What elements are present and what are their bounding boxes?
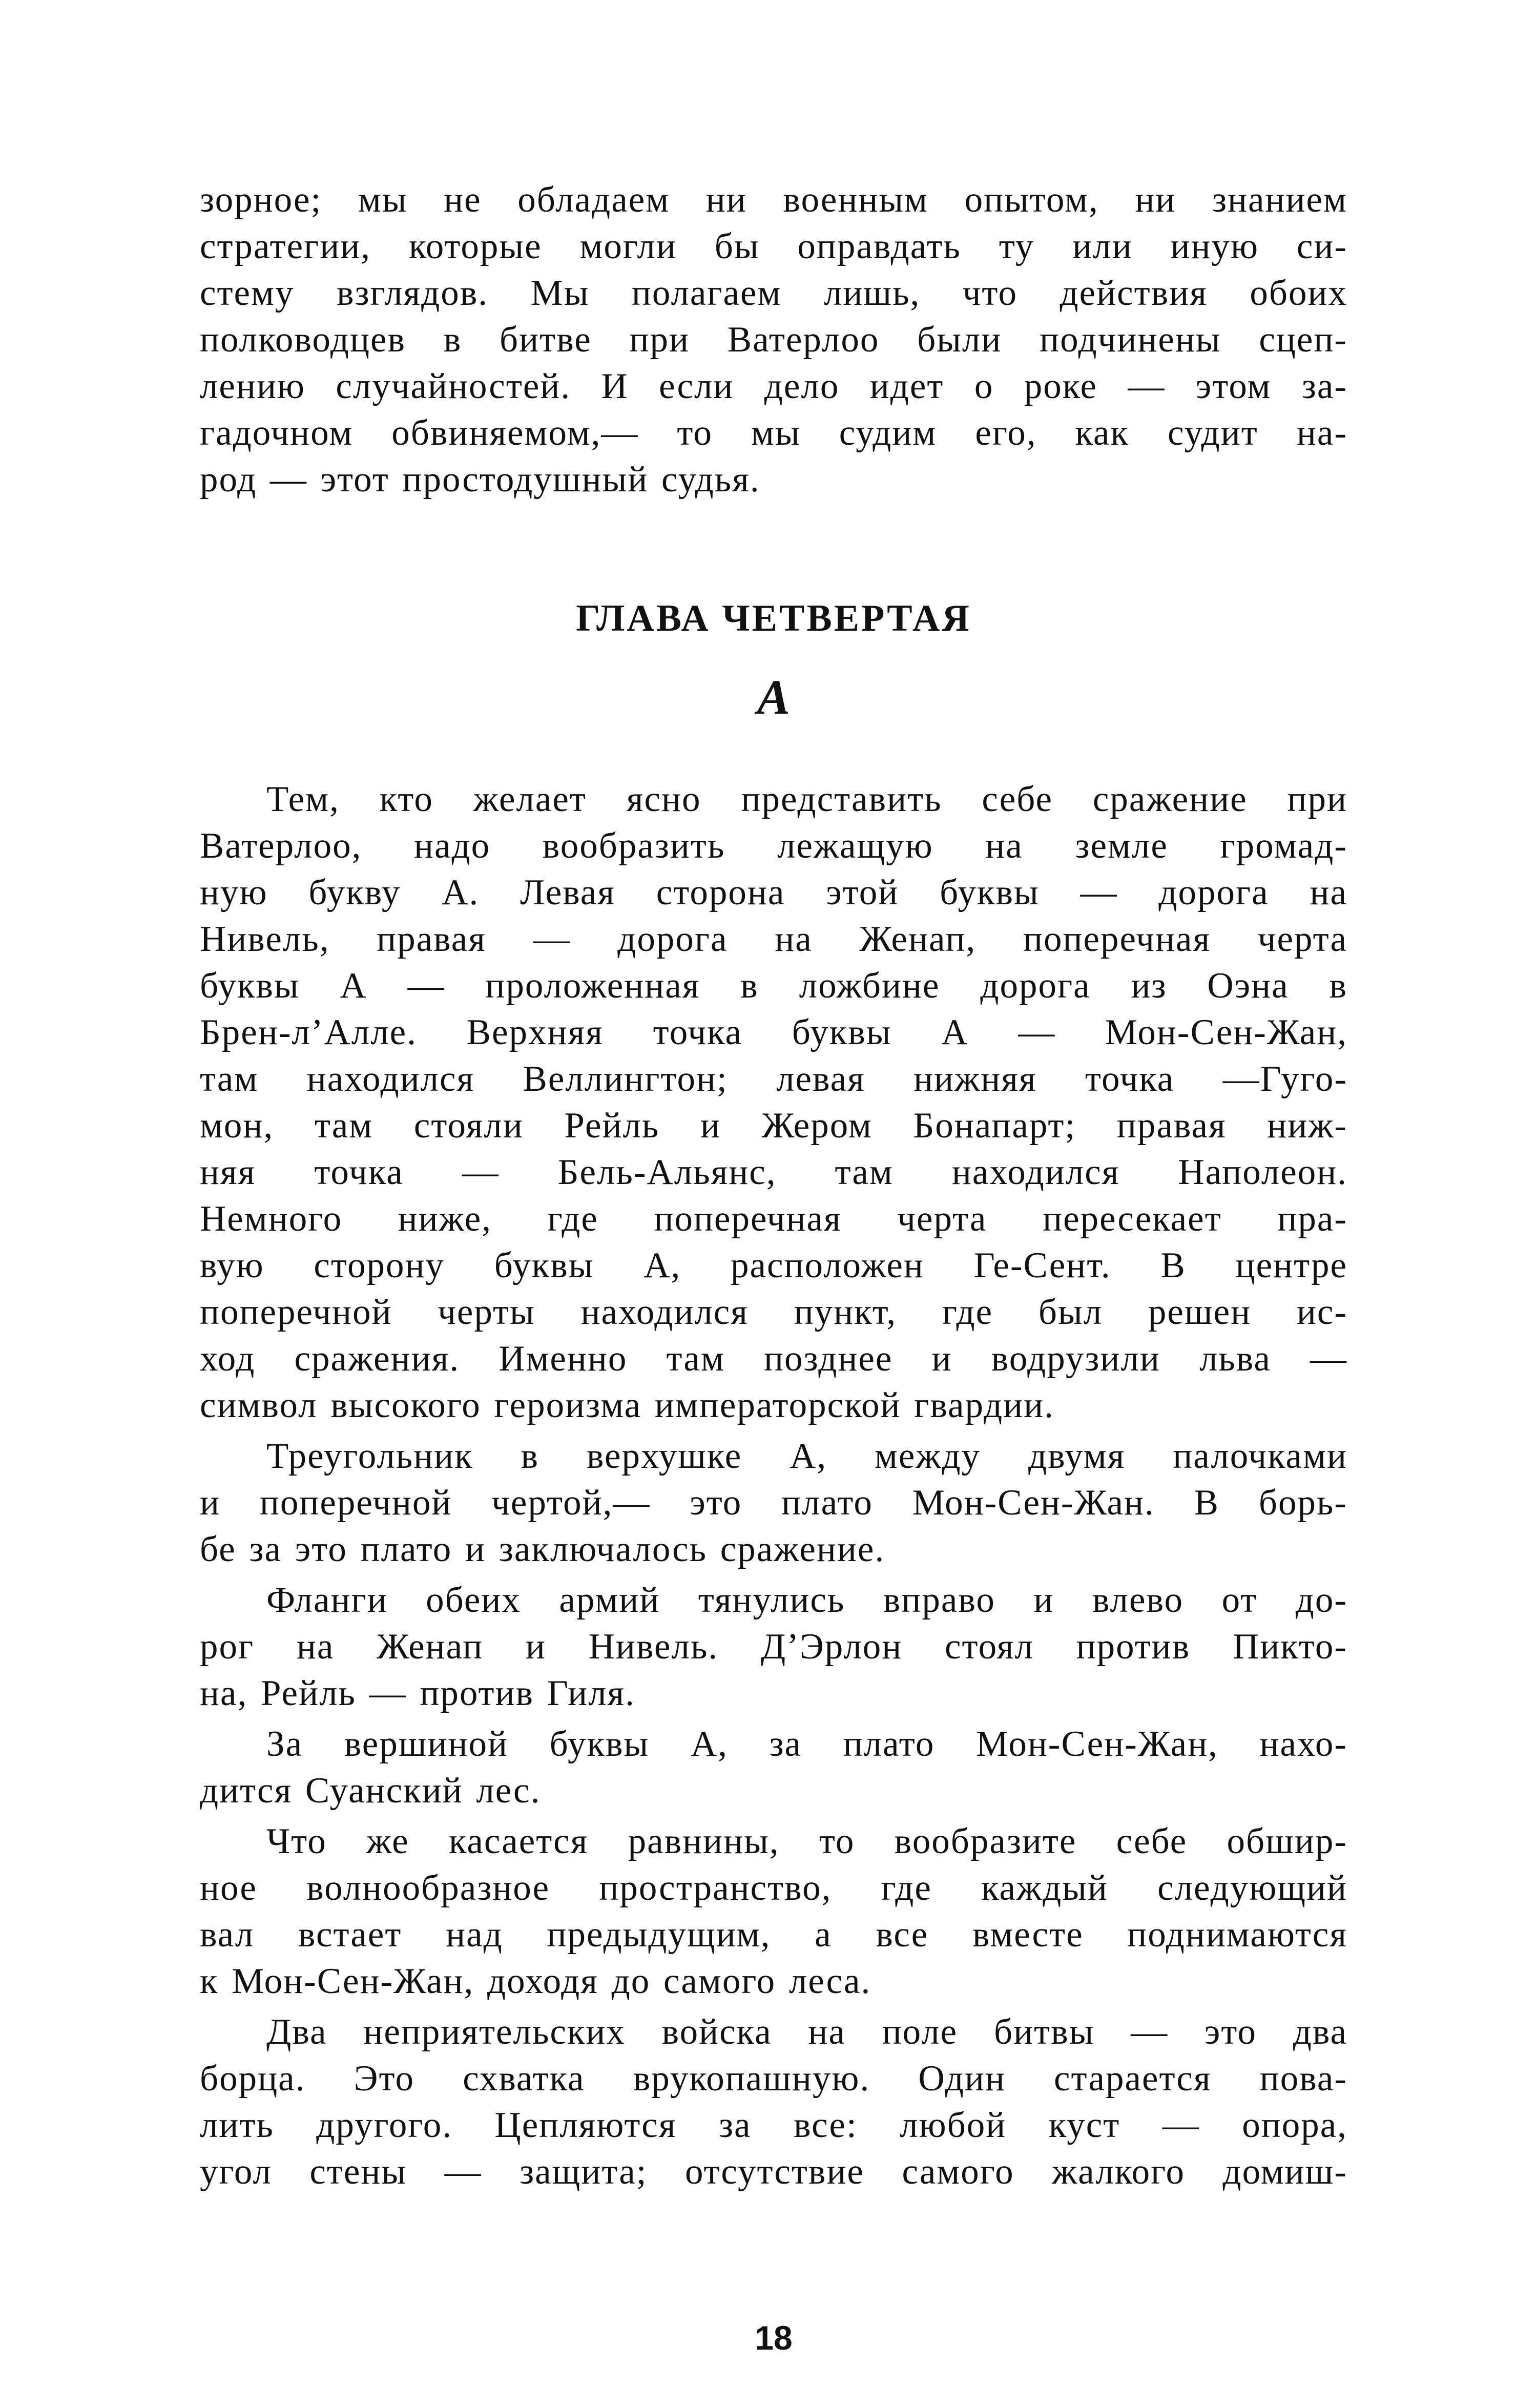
text-line: няя точка — Бель-Альянс, там находился Наполеон. <box>200 1152 1347 1192</box>
text-line: Немного ниже, где поперечная черта пересекает пра- <box>200 1199 1347 1239</box>
text-line: Нивель, правая — дорога на Женап, поперечная черта <box>200 919 1347 959</box>
text-line: к Мон-Сен-Жан, доходя до самого леса. <box>200 1961 871 2001</box>
text-line: Ватерлоо, надо вообразить лежащую на земле громад- <box>200 826 1347 866</box>
text-line: Брен-л’Алле. Верхняя точка буквы А — Мон-Сен-Жан, <box>200 1012 1347 1052</box>
text-line: Два неприятельских войска на поле битвы — это два <box>266 2012 1347 2052</box>
text-line: символ высокого героизма императорской гвардии. <box>200 1385 1054 1425</box>
text-line: ход сражения. Именно там позднее и водрузили льва — <box>200 1339 1347 1379</box>
text-line: ное волнообразное пространство, где каждый следующий <box>200 1868 1347 1908</box>
text-line: полководцев в битве при Ватерлоо были подчинены сцеп- <box>200 320 1347 360</box>
text-line: угол стены — защита; отсутствие самого жалкого домиш- <box>200 2152 1347 2192</box>
text-line: зорное; мы не обладаем ни военным опытом, ни знанием <box>200 180 1347 220</box>
paragraph-5 <box>200 1818 1347 2005</box>
chapter-subtitle: А <box>757 670 791 724</box>
text-line: лить другого. Цепляются за все: любой куст — опора, <box>200 2105 1347 2145</box>
text-line: род — этот простодушный судья. <box>200 460 760 500</box>
text-line: поперечной черты находился пункт, где был решен ис- <box>200 1292 1347 1332</box>
text-line: ную букву А. Левая сторона этой буквы — дорога на <box>200 873 1347 912</box>
text-line: буквы А — проложенная в ложбине дорога из Оэна в <box>200 966 1347 1006</box>
chapter-title: ГЛАВА ЧЕТВЕРТАЯ <box>576 597 971 639</box>
text-line: и поперечной чертой,— это плато Мон-Сен-Жан. В борь- <box>200 1483 1347 1523</box>
text-line: Что же касается равнины, то вообразите себе обшир- <box>266 1821 1347 1861</box>
text-line: стратегии, которые могли бы оправдать ту или иную си- <box>200 226 1347 266</box>
text-line: стему взглядов. Мы полагаем лишь, что действия обоих <box>200 273 1347 313</box>
paragraph-6 <box>200 2009 1347 2195</box>
text-line: борца. Это схватка врукопашную. Один старается пова- <box>200 2059 1347 2099</box>
text-line: Фланги обеих армий тянулись вправо и влево от до- <box>266 1580 1347 1620</box>
paragraph-3 <box>200 1577 1347 1717</box>
text-line: Тем, кто желает ясно представить себе сражение при <box>266 779 1347 819</box>
paragraph-continued <box>200 177 1347 503</box>
text-line: на, Рейль — против Гиля. <box>200 1673 635 1713</box>
text-line: гадочном обвиняемом,— то мы судим его, как судит на- <box>200 413 1347 453</box>
text-line: дится Суанский лес. <box>200 1771 541 1811</box>
text-line: лению случайностей. И если дело идет о роке — этом за- <box>200 366 1347 406</box>
text-line: За вершиной буквы А, за плато Мон-Сен-Жан, нахо- <box>266 1724 1347 1764</box>
text-line: там находился Веллингтон; левая нижняя точка —Гуго- <box>200 1059 1347 1099</box>
text-line: рог на Женап и Нивель. Д’Эрлон стоял против Пикто- <box>200 1627 1347 1667</box>
text-line: бе за это плато и заключалось сражение. <box>200 1529 885 1569</box>
page-number: 18 <box>755 2319 793 2357</box>
paragraph-2 <box>200 1433 1347 1573</box>
text-line: вую сторону буквы А, расположен Ге-Сент. В центре <box>200 1245 1347 1285</box>
chapter-body <box>200 776 1347 2195</box>
paragraph-4 <box>200 1721 1347 1814</box>
text-line: вал встает над предыдущим, а все вместе поднимаются <box>200 1915 1347 1955</box>
book-page <box>200 177 1347 2357</box>
text-line: мон, там стояли Рейль и Жером Бонапарт; правая ниж- <box>200 1106 1347 1146</box>
text-line: Треугольник в верхушке А, между двумя палочками <box>266 1436 1347 1476</box>
paragraph-1 <box>200 776 1347 1429</box>
